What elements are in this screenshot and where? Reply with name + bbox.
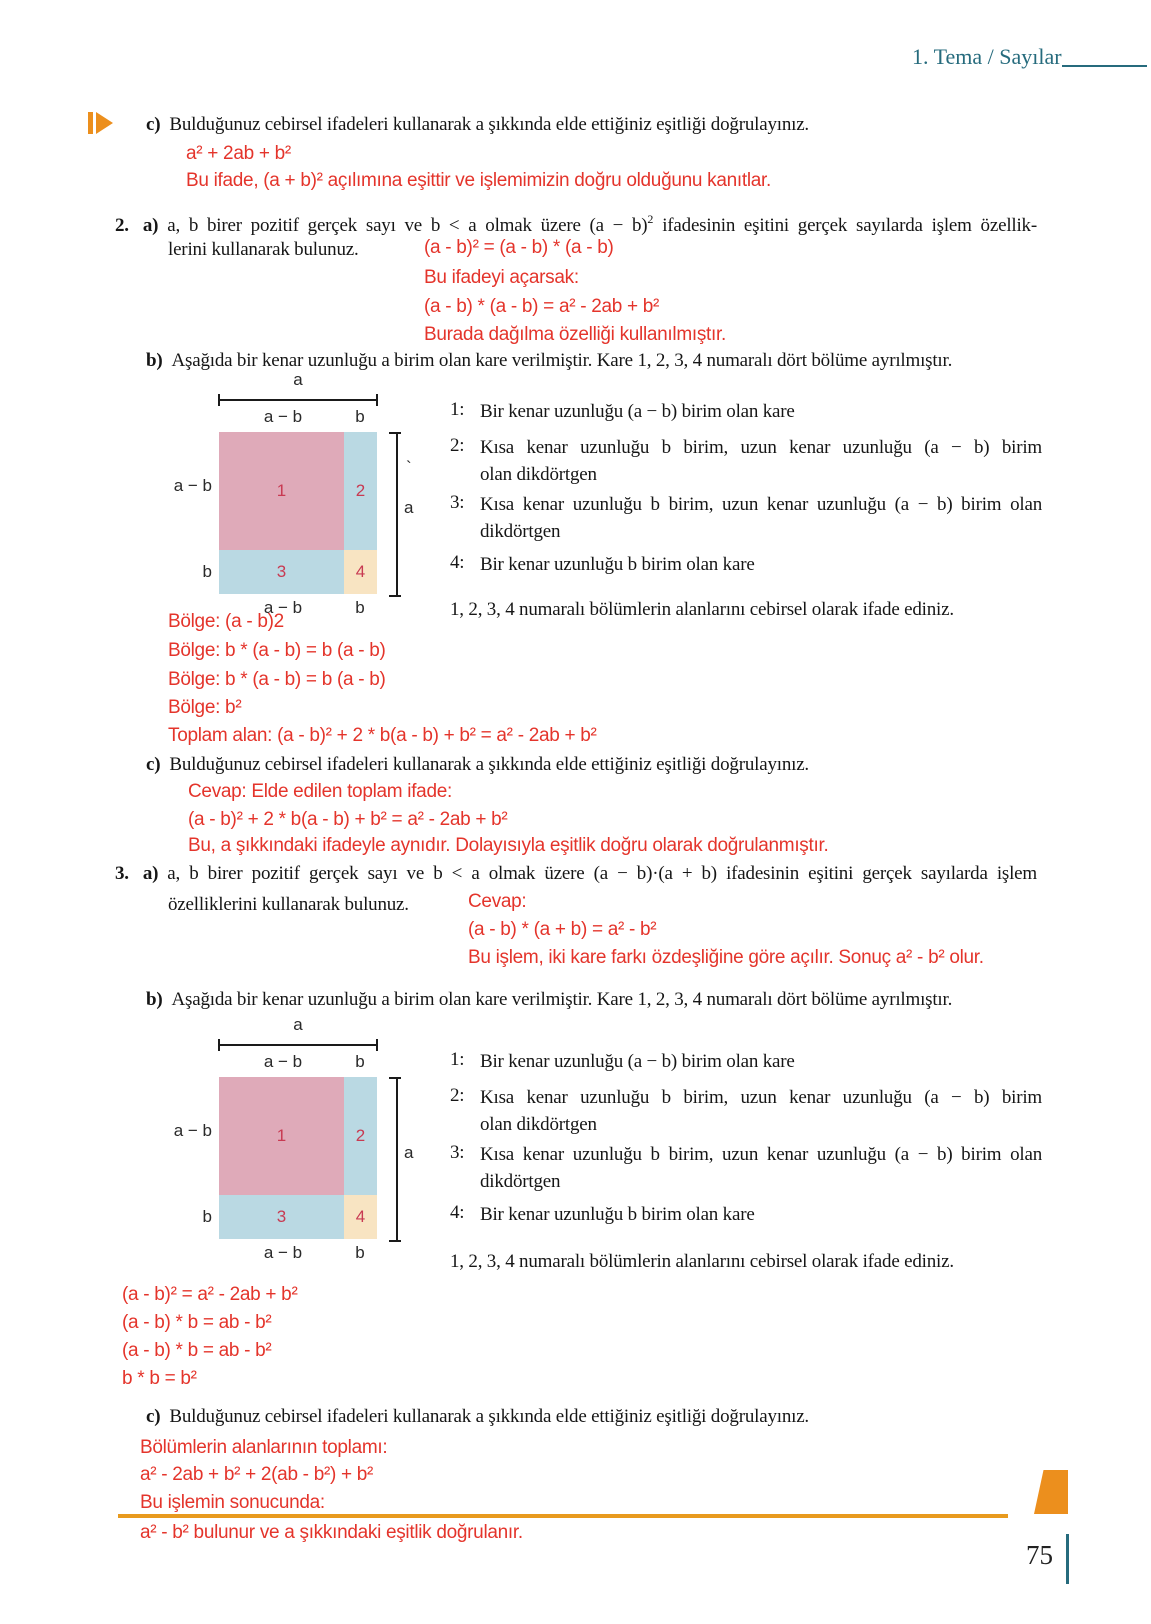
- item2-b-label: b): [146, 350, 163, 371]
- intro-answer-2: Bu ifade, (a + b)² açılımına eşittir ve işlemimizin doğru olduğunu kanıtlar.: [186, 170, 771, 191]
- top-length-label: a: [293, 1015, 303, 1034]
- list-item-text: Kısa kenar uzunluğu b birim, uzun kenar uzunluğu (a − b) birim: [480, 437, 1042, 458]
- region-answer-3: (a - b) * b = ab - b²: [122, 1340, 272, 1361]
- bottom-label-a-minus-b: a − b: [263, 598, 303, 617]
- footer-accent-shape: [1034, 1470, 1068, 1514]
- region-2: 2: [344, 1077, 377, 1195]
- item2-a-line1: [115, 207, 1037, 238]
- col-label-b: b: [355, 407, 365, 426]
- top-measure-line: [218, 1044, 378, 1046]
- total-area-answer: Toplam alan: (a - b)² + 2 * b(a - b) + b² = a² - 2ab + b²: [168, 725, 597, 746]
- list-item: [450, 1201, 1042, 1228]
- item3-a-line1: [115, 862, 1037, 886]
- region-answer-2: Bölge: b * (a - b) = b (a - b): [168, 640, 386, 661]
- measure-tick: [218, 394, 220, 406]
- list-item-text: Kısa kenar uzunluğu b birim, uzun kenar uzunluğu (a − b) birim olan: [480, 1144, 1042, 1165]
- item3-a-text: a, b birer pozitif gerçek sayı ve b < a olmak üzere (a − b)·(a + b) ifadesinin eşitini gerçek sayılarda işlem: [167, 863, 1037, 884]
- row-label-b: b: [202, 1207, 212, 1226]
- list-item-number: 2:: [450, 1085, 465, 1106]
- intro-answer-1: a² + 2ab + b²: [186, 143, 291, 164]
- list-item-text: Kısa kenar uzunluğu b birim, uzun kenar uzunluğu (a − b) birim olan: [480, 494, 1042, 515]
- item2-c-answer-2: (a - b)² + 2 * b(a - b) + b² = a² - 2ab + b²: [188, 809, 508, 830]
- measure-tick: [218, 1039, 220, 1051]
- list-item: [450, 1048, 1042, 1075]
- footer-accent-line: [118, 1514, 1008, 1518]
- partitioned-square: [219, 432, 377, 594]
- item3-c-text: Bulduğunuz cebirsel ifadeleri kullanarak a şıkkında elde ettiğiniz eşitliği doğrulayınız.: [169, 1406, 809, 1427]
- row-label-b: b: [202, 562, 212, 581]
- region-answer-1: Bölge: (a - b)2: [168, 611, 284, 632]
- stray-mark: `: [406, 458, 412, 477]
- list-item-text: Kısa kenar uzunluğu b birim, uzun kenar uzunluğu (a − b) birim: [480, 1087, 1042, 1108]
- bottom-label-b: b: [355, 598, 365, 617]
- item2-a-answer-4: Burada dağılma özelliği kullanılmıştır.: [424, 324, 726, 345]
- item2-a-sup: 2: [647, 212, 654, 226]
- list-item: [450, 491, 1042, 545]
- list-footer: 1, 2, 3, 4 numaralı bölümlerin alanlarını cebirsel olarak ifade ediniz.: [450, 599, 954, 620]
- list-item-text: Bir kenar uzunluğu b birim olan kare: [480, 554, 755, 575]
- list-item: [450, 434, 1042, 488]
- region-1: 1: [219, 432, 344, 550]
- list-item-number: 1:: [450, 1049, 465, 1070]
- list-item: [450, 398, 1042, 425]
- measure-tick: [376, 1039, 378, 1051]
- item3-b-text: Aşağıda bir kenar uzunluğu a birim olan kare verilmiştir. Kare 1, 2, 3, 4 numaralı dört bölüme ayrılmıştır.: [171, 989, 953, 1010]
- item3-c-answer-2: a² - 2ab + b² + 2(ab - b²) + b²: [140, 1464, 374, 1485]
- region-3: 3: [219, 1195, 344, 1239]
- col-label-b: b: [355, 1052, 365, 1071]
- region-answer-4: Bölge: b²: [168, 697, 242, 718]
- page-header-title: 1. Tema / Sayılar: [912, 44, 1062, 69]
- header-underline: [1062, 65, 1147, 67]
- list-item-number: 4:: [450, 552, 465, 573]
- item3-b-line: [146, 988, 952, 1012]
- list-item-text: dikdörtgen: [480, 1171, 561, 1192]
- page-number-divider: [1066, 1534, 1069, 1584]
- list-item-number: 4:: [450, 1202, 465, 1223]
- list-item: [450, 1084, 1042, 1138]
- list-item: [450, 551, 1042, 578]
- item3-c-answer-3: Bu işlemin sonucunda:: [140, 1492, 325, 1513]
- bottom-label-b: b: [355, 1243, 365, 1262]
- item3-c-answer-4: a² - b² bulunur ve a şıkkındaki eşitlik doğrulanır.: [140, 1522, 523, 1543]
- item2-a-label: a): [142, 215, 159, 236]
- item2-a-line2: lerini kullanarak bulunuz.: [168, 239, 359, 260]
- item2-b-text: Aşağıda bir kenar uzunluğu a birim olan kare verilmiştir. Kare 1, 2, 3, 4 numaralı dört bölüme ayrılmıştır.: [171, 350, 953, 371]
- list-item-text: olan dikdörtgen: [480, 464, 597, 485]
- intro-c-text: Bulduğunuz cebirsel ifadeleri kullanarak a şıkkında elde ettiğiniz eşitliği doğrulayınız.: [169, 114, 809, 135]
- col-label-a-minus-b: a − b: [263, 1052, 303, 1071]
- list-item-number: 3:: [450, 1142, 465, 1163]
- item3-a-answer-1: Cevap:: [468, 891, 527, 912]
- measure-tick: [389, 432, 401, 434]
- measure-tick: [389, 595, 401, 597]
- list-item-number: 2:: [450, 435, 465, 456]
- row-label-a-minus-b: a − b: [173, 1121, 212, 1140]
- region-2: 2: [344, 432, 377, 550]
- item3-c-answer-1: Bölümlerin alanlarının toplamı:: [140, 1437, 388, 1458]
- item2-c-line: [146, 753, 809, 777]
- item3-a-line2: özelliklerini kullanarak bulunuz.: [168, 894, 409, 915]
- list-item-text: dikdörtgen: [480, 521, 561, 542]
- partitioned-square: [219, 1077, 377, 1239]
- item3-b-label: b): [146, 989, 163, 1010]
- list-item-text: Bir kenar uzunluğu (a − b) birim olan kare: [480, 401, 795, 422]
- region-answer-2: (a - b) * b = ab - b²: [122, 1312, 272, 1333]
- right-length-label: a: [404, 1143, 414, 1162]
- region-answer-1: (a - b)² = a² - 2ab + b²: [122, 1284, 298, 1305]
- item3-a-label: a): [142, 863, 159, 884]
- item2-a-text-pre: a, b birer pozitif gerçek sayı ve b < a olmak üzere (a − b): [167, 215, 648, 236]
- item3-c-line: [146, 1405, 809, 1429]
- page-number: 75: [1026, 1540, 1053, 1570]
- top-length-label: a: [293, 370, 303, 389]
- item3-a-answer-2: (a - b) * (a + b) = a² - b²: [468, 919, 657, 940]
- item2-c-label: c): [146, 754, 161, 775]
- right-measure-line: [396, 433, 398, 597]
- list-item-text: olan dikdörtgen: [480, 1114, 597, 1135]
- area-square-diagram-1: [160, 370, 440, 630]
- item2-a-answer-2: Bu ifadeyi açarsak:: [424, 267, 579, 288]
- item3-number: 3.: [115, 863, 129, 884]
- list-item-text: Bir kenar uzunluğu b birim olan kare: [480, 1204, 755, 1225]
- row-label-a-minus-b: a − b: [173, 476, 212, 495]
- item3-a-answer-3: Bu işlem, iki kare farkı özdeşliğine göre açılır. Sonuç a² - b² olur.: [468, 947, 984, 968]
- region-answer-4: b * b = b²: [122, 1368, 197, 1389]
- region-1: 1: [219, 1077, 344, 1195]
- top-measure-line: [218, 399, 378, 401]
- measure-tick: [389, 1240, 401, 1242]
- item2-c-answer-3: Bu, a şıkkındaki ifadeyle aynıdır. Dolayısıyla eşitlik doğru olarak doğrulanmıştır.: [188, 835, 829, 856]
- measure-tick: [389, 1077, 401, 1079]
- list-item-number: 1:: [450, 399, 465, 420]
- region-4: 4: [344, 550, 377, 594]
- item2-a-text-post: ifadesinin eşitini gerçek sayılarda işlem özellik-: [653, 215, 1037, 236]
- right-measure-line: [396, 1078, 398, 1242]
- item2-a-answer-1: (a - b)² = (a - b) * (a - b): [424, 237, 614, 258]
- intro-c-line: [146, 113, 809, 137]
- item2-c-text: Bulduğunuz cebirsel ifadeleri kullanarak a şıkkında elde ettiğiniz eşitliği doğrulayınız.: [169, 754, 809, 775]
- region-3: 3: [219, 550, 344, 594]
- item3-c-label: c): [146, 1406, 161, 1427]
- col-label-a-minus-b: a − b: [263, 407, 303, 426]
- play-arrow-icon: [88, 112, 113, 134]
- list-item-number: 3:: [450, 492, 465, 513]
- item2-c-answer-1: Cevap: Elde edilen toplam ifade:: [188, 781, 452, 802]
- intro-c-label: c): [146, 114, 161, 135]
- list-item-text: Bir kenar uzunluğu (a − b) birim olan kare: [480, 1051, 795, 1072]
- right-length-label: a: [404, 498, 414, 517]
- list-item: [450, 1141, 1042, 1195]
- region-answer-3: Bölge: b * (a - b) = b (a - b): [168, 669, 386, 690]
- item2-a-answer-3: (a - b) * (a - b) = a² - 2ab + b²: [424, 296, 660, 317]
- bottom-label-a-minus-b: a − b: [263, 1243, 303, 1262]
- measure-tick: [376, 394, 378, 406]
- item2-number: 2.: [115, 215, 129, 236]
- area-square-diagram-2: [160, 1015, 440, 1275]
- list-footer: 1, 2, 3, 4 numaralı bölümlerin alanlarını cebirsel olarak ifade ediniz.: [450, 1251, 954, 1272]
- region-4: 4: [344, 1195, 377, 1239]
